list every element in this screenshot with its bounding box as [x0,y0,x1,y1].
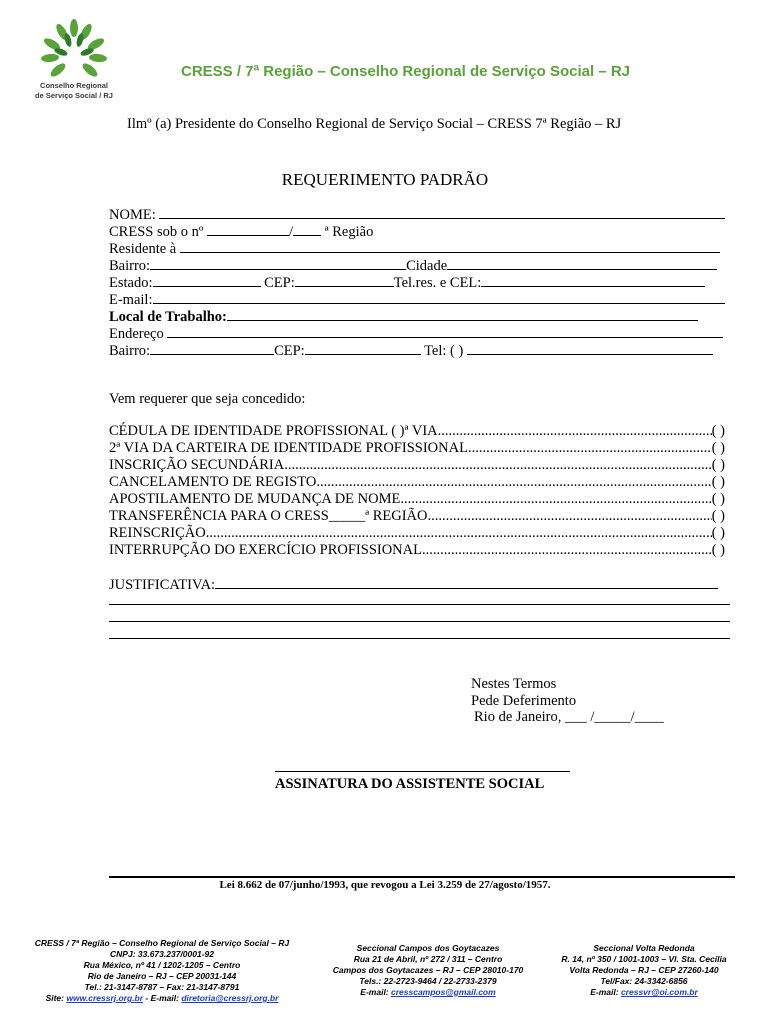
email-link[interactable]: cressvr@oi.com.br [620,987,698,997]
request-item[interactable] [109,474,725,491]
site-link[interactable]: www.cressrj.org.br [66,993,144,1003]
request-checkbox[interactable]: ( ) [711,525,725,541]
site-label: Site: [45,993,64,1003]
label-cress: CRESS sob o nº [109,224,204,240]
label-telres: Tel.res. e CEL: [393,275,482,291]
request-label: CÉDULA DE IDENTIDADE PROFISSIONAL ( )ª VIA [109,423,438,439]
input-cep2[interactable] [305,341,421,355]
request-checkbox[interactable]: ( ) [711,491,725,507]
label-justificativa: JUSTIFICATIVA: [109,577,216,593]
request-item[interactable] [109,440,725,457]
leader-dots [400,491,711,508]
request-label: INTERRUPÇÃO DO EXERCÍCIO PROFISSIONAL [109,542,422,558]
label-tel: Tel: ( ) [424,343,464,359]
input-email[interactable] [153,290,725,304]
footer-vr-line: Volta Redonda – RJ – CEP 27260-140 [569,965,719,975]
input-nome[interactable] [159,205,725,219]
address-line: Ilmº (a) Presidente do Conselho Regional de Serviço Social – CRESS 7ª Região – RJ [127,116,622,132]
input-cidade[interactable] [447,256,717,270]
document-title: REQUERIMENTO PADRÃO [281,170,489,189]
footer-main-office [22,938,302,1004]
request-checkbox[interactable]: ( ) [711,508,725,524]
label-bairro: Bairro: [109,258,151,274]
leader-dots [206,525,712,542]
input-justificativa[interactable] [215,575,718,589]
footer-campos-line: Tels.: 22-2723-9464 / 22-2733-2379 [359,976,497,986]
signature-line[interactable] [275,771,570,772]
footer-main-line: CNPJ: 33.673.237/0001-92 [110,949,214,959]
label-cep: CEP: [264,275,295,291]
leader-dots [284,457,711,474]
request-label: APOSTILAMENTO DE MUDANÇA DE NOME [109,491,401,507]
email-link[interactable]: cresscampos@gmail.com [391,987,496,997]
request-checkbox[interactable]: ( ) [711,542,725,558]
leader-dots [468,440,712,457]
footer-main-contact [22,993,302,1004]
input-cress-number[interactable] [207,222,289,236]
label-cidade: Cidade [406,258,448,274]
footer-vr-line: Seccional Volta Redonda [593,943,695,953]
hands-logo-icon [34,18,114,80]
request-item[interactable] [109,542,725,559]
label-email: E-mail: [109,292,153,308]
footer-vr-contact [544,987,744,998]
footer-main-line: Rua México, nº 41 / 1202-1205 – Centro [83,960,241,970]
justificativa-line[interactable] [109,604,730,605]
label-nome: NOME: [109,207,156,223]
label-residente: Residente à [109,241,177,257]
label-cep2: CEP: [274,343,305,359]
closing-termos: Nestes Termos [471,676,557,692]
input-bairro2[interactable] [150,341,274,355]
signature-label: ASSINATURA DO ASSISTENTE SOCIAL [275,776,545,792]
email-label: E-mail: [590,987,619,997]
request-label: CANCELAMENTO DE REGISTO [109,474,317,490]
intro-text: Vem requerer que seja concedido: [109,391,306,407]
logo-text-2: de Serviço Social / RJ [35,91,113,100]
input-endereco[interactable] [167,324,723,338]
footer-main-line: CRESS / 7ª Região – Conselho Regional de Serviço Social – RJ [34,938,290,948]
footer-main-line: Tel.: 21-3147-8787 – Fax: 21-3147-8791 [84,982,240,992]
request-item[interactable] [109,491,725,508]
label-estado: Estado: [109,275,153,291]
request-label: REINSCRIÇÃO [109,525,206,541]
label-bairro2: Bairro: [109,343,151,359]
leader-dots [438,423,712,440]
label-regiao-sep: / [288,224,293,240]
email-label: - E-mail: [145,993,179,1003]
law-reference: Lei 8.662 de 07/junho/1993, que revogou a Lei 3.259 de 27/agosto/1957. [219,879,551,891]
footer-vr-line: Tel/Fax: 24-3342-6856 [600,976,688,986]
field-bairro-cep-tel [109,341,713,360]
leader-dots [316,474,711,491]
footer-campos-contact [316,987,540,998]
request-checkbox[interactable]: ( ) [711,457,725,473]
request-label: INSCRIÇÃO SECUNDÁRIA [109,457,285,473]
input-estado[interactable] [153,273,261,287]
input-residente[interactable] [180,239,720,253]
footer-campos-line: Campos dos Goytacazes – RJ – CEP 28010-170 [332,965,524,975]
input-tel[interactable] [467,341,713,355]
request-item[interactable] [109,525,725,542]
label-local-trabalho: Local de Trabalho: [109,309,227,325]
request-item[interactable] [109,508,725,525]
closing-date: Rio de Janeiro, ___ /_____/____ [474,709,664,725]
field-justificativa [109,575,718,594]
input-bairro[interactable] [150,256,406,270]
request-item[interactable] [109,457,725,474]
request-label: 2ª VIA DA CARTEIRA DE IDENTIDADE PROFISSIONAL [109,440,468,456]
justificativa-line[interactable] [109,621,730,622]
header-title: CRESS / 7ª Região – Conselho Regional de Serviço Social – RJ [181,63,631,80]
justificativa-line[interactable] [109,638,730,639]
input-cep[interactable] [295,273,394,287]
footer-main-line: Rio de Janeiro – RJ – CEP 20031-144 [87,971,237,981]
request-checkbox[interactable]: ( ) [711,440,725,456]
leader-dots [422,542,712,559]
input-local-trabalho[interactable] [227,307,698,321]
leader-dots [428,508,712,525]
input-telres[interactable] [481,273,705,287]
request-item[interactable] [109,423,725,440]
footer-campos-line: Seccional Campos dos Goytacazes [356,943,500,953]
request-label: TRANSFERÊNCIA PARA O CRESS_____ª REGIÃO [109,508,428,524]
footer-campos-line: Rua 21 de Abril, nº 272 / 311 – Centro [353,954,503,964]
label-endereco: Endereço [109,326,164,342]
email-link[interactable]: diretoria@cressrj.org.br [181,993,279,1003]
closing-deferimento: Pede Deferimento [471,693,577,709]
footer-divider [109,876,735,878]
request-checkbox[interactable]: ( ) [711,423,725,439]
request-checkbox[interactable]: ( ) [711,474,725,490]
logo-text-1: Conselho Regional [40,81,108,90]
cress-logo [34,18,114,100]
footer-vr-line: R. 14, nº 350 / 1001-1003 – Vl. Sta. Cecília [561,954,727,964]
input-regiao[interactable] [293,222,321,236]
footer-campos-office [316,943,540,998]
email-label: E-mail: [360,987,389,997]
footer-volta-redonda-office [544,943,744,998]
label-regiao: ª Região [324,224,374,240]
